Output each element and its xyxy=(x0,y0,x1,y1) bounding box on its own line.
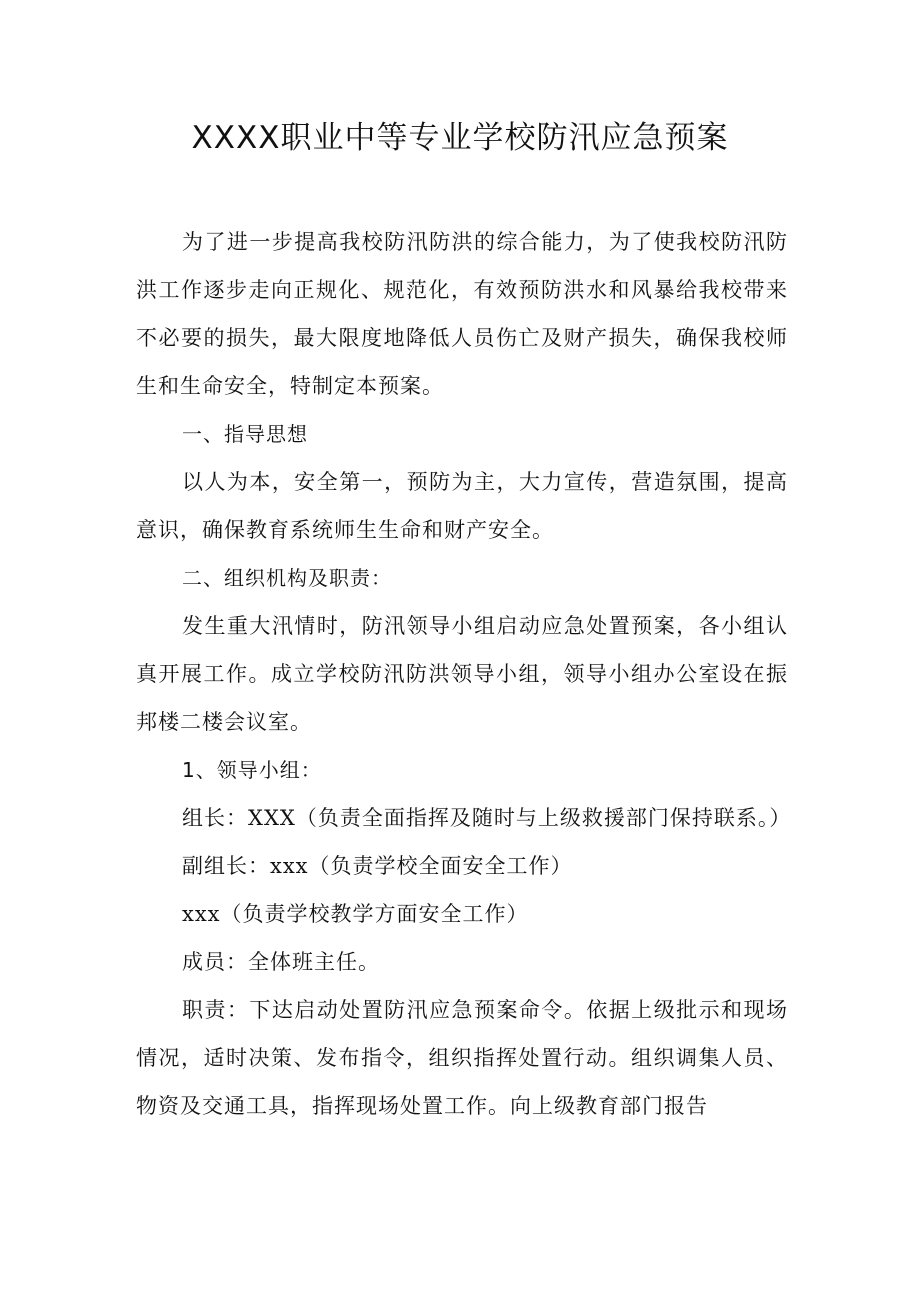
document-title: XXXX职业中等专业学校防汛应急预案 xyxy=(191,120,729,156)
document-body xyxy=(136,218,792,1130)
section-heading-guiding-ideology: 一、指导思想 xyxy=(182,422,308,446)
deputy-leader-line: 副组长：xxx（负责学校全面安全工作） xyxy=(182,854,573,878)
group-leader-line: 组长：XXX（负责全面指挥及随时与上级救援部门保持联系。） xyxy=(182,806,792,830)
duties-paragraph: 职责：下达启动处置防汛应急预案命令。依据上级批示和现场情况，适时决策、发布指令，组织指挥处置行动。组织调集人员、物资及交通工具，指挥现场处置工作。向上级教育部门报告 xyxy=(136,998,788,1118)
subsection-heading-leadership-group: 1、领导小组： xyxy=(182,758,322,782)
deputy-leader-second-line: xxx（负责学校教学方面安全工作） xyxy=(182,902,529,926)
organization-paragraph: 发生重大汛情时，防汛领导小组启动应急处置预案，各小组认真开展工作。成立学校防汛防洪领导小组，领导小组办公室设在振邦楼二楼会议室。 xyxy=(136,614,788,734)
members-line: 成员：全体班主任。 xyxy=(182,950,380,974)
guiding-ideology-paragraph: 以人为本，安全第一，预防为主，大力宣传，营造氛围，提高意识，确保教育系统师生生命和财产安全。 xyxy=(136,470,788,542)
intro-paragraph: 为了进一步提高我校防汛防洪的综合能力，为了使我校防汛防洪工作逐步走向正规化、规范化，有效预防洪水和风暴给我校带来不必要的损失，最大限度地降低人员伤亡及财产损失，确保我校师生和生命安全，特制定本预案。 xyxy=(136,230,788,398)
section-heading-organization: 二、组织机构及职责： xyxy=(182,566,392,590)
